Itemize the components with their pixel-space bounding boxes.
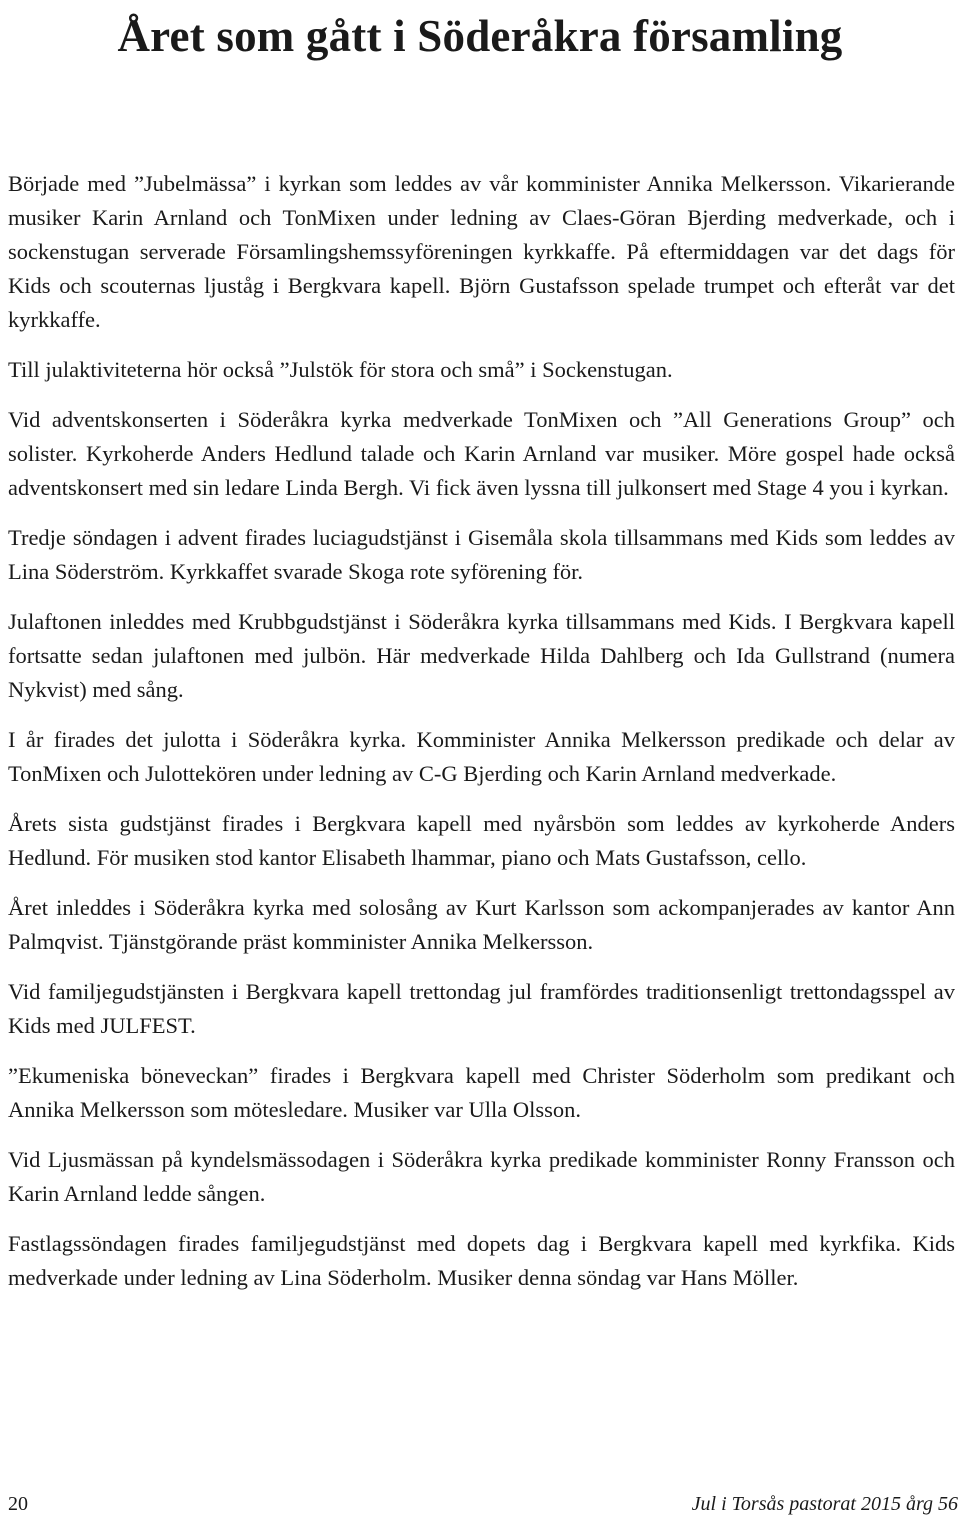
paragraph-ljusmassan: Vid Ljusmässan på kyndelsmässodagen i Söderåkra kyrka predikade komminister Ronny Fransson och Karin Arnland ledde sången. (8, 1147, 955, 1206)
article-body (8, 167, 955, 1311)
paragraph-nyarsbon: Årets sista gudstjänst firades i Bergkvara kapell med nyårsbön som leddes av kyrkoherde Anders Hedlund. För musiken stod kantor Elisabeth lhammar, piano och Mats Gustafsson, cello. (8, 811, 955, 870)
paragraph-luciagudstjanst: Tredje söndagen i advent firades luciagudstjänst i Gisemåla skola tillsammans med Kids som leddes av Lina Söderström. Kyrkkaffet svarade Skoga rote syförening för. (8, 525, 955, 584)
paragraph-fastlagssondagen: Fastlagssöndagen firades familjegudstjänst med dopets dag i Bergkvara kapell med kyrkfika. Kids medverkade under ledning av Lina Söderholm. Musiker denna söndag var Hans Möller. (8, 1231, 955, 1290)
paragraph-boneveckan: ”Ekumeniska böneveckan” firades i Bergkvara kapell med Christer Söderholm som predikant och Annika Melkersson som mötesledare. Musiker var Ulla Olsson. (8, 1063, 955, 1122)
paragraph-familjegudstjanst: Vid familjegudstjänsten i Bergkvara kapell trettondag jul framfördes traditionsenligt trettondagsspel av Kids med JULFEST. (8, 979, 955, 1038)
paragraph-aret-inleddes: Året inleddes i Söderåkra kyrka med solosång av Kurt Karlsson som ackompanjerades av kantor Ann Palmqvist. Tjänstgörande präst komminister Annika Melkersson. (8, 895, 955, 954)
paragraph-julstok: Till julaktiviteterna hör också ”Julstök för stora och små” i Sockenstugan. (8, 357, 673, 382)
page-title: Året som gått i Söderåkra församling (117, 11, 843, 61)
publication-name: Jul i Torsås pastorat 2015 årg 56 (691, 1493, 958, 1515)
paragraph-julaftonen: Julaftonen inleddes med Krubbgudstjänst i Söderåkra kyrka tillsammans med Kids. I Bergkvara kapell fortsatte sedan julaftonen med julbön. Här medverkade Hilda Dahlberg och Ida Gullstrand (numera Nykvist) med sång. (8, 609, 955, 702)
page-footer (8, 1490, 958, 1518)
paragraph-jubelmassa: Började med ”Jubelmässa” i kyrkan som leddes av vår komminister Annika Melkersson. Vikarierande musiker Karin Arnland och TonMixen under ledning av Claes-Göran Bjerding medverkade, och i sockenstugan serverade Församlingshemssyföreningen kyrkkaffe. På eftermiddagen var det dags för Kids och scouternas ljuståg i Bergkvara kapell. Björn Gustafsson spelade trumpet och efteråt var det kyrkkaffe. (8, 171, 955, 332)
paragraph-julotta: I år firades det julotta i Söderåkra kyrka. Komminister Annika Melkersson predikade och delar av TonMixen och Julottekören under ledning av C-G Bjerding och Karin Arnland medverkade. (8, 727, 955, 786)
paragraph-adventskonsert: Vid adventskonserten i Söderåkra kyrka medverkade TonMixen och ”All Generations Group” och solister. Kyrkoherde Anders Hedlund talade och Karin Arnland var musiker. Möre gospel hade också adventskonsert med sin ledare Linda Bergh. Vi fick även lyssna till julkonsert med Stage 4 you i kyrkan. (8, 407, 955, 500)
page-number: 20 (8, 1493, 28, 1515)
